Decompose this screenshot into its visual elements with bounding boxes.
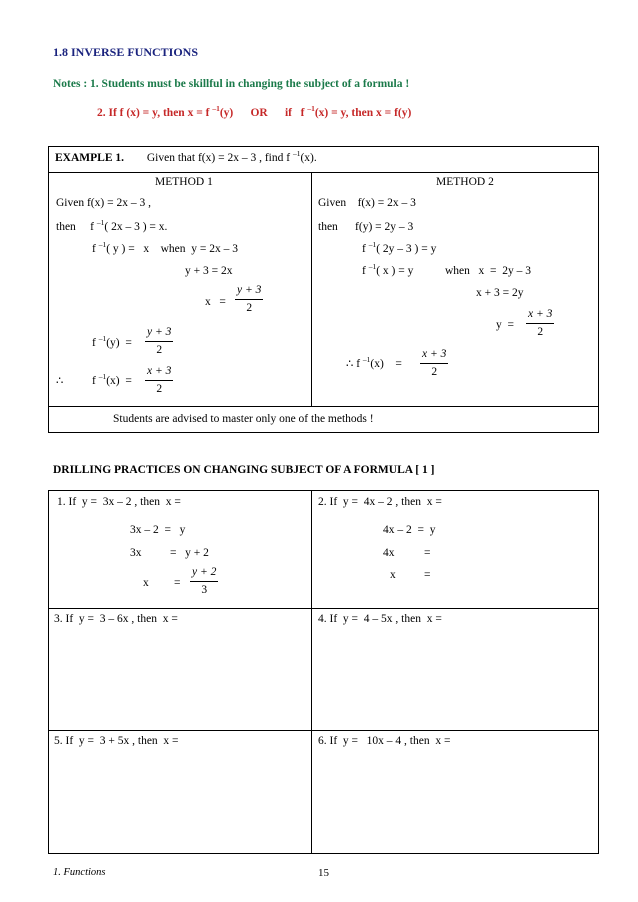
divider bbox=[311, 172, 312, 406]
example-statement: EXAMPLE 1. Given that f(x) = 2x – 3 , find f $^{-1}$(x). bbox=[55, 149, 317, 164]
question-3: 3. If y = 3 – 6x , then x = bbox=[54, 613, 178, 625]
q1-step2-lhs: 3x bbox=[130, 547, 142, 559]
fraction: $\frac{y + 3}{2}$ bbox=[237, 284, 262, 314]
page-number: 15 bbox=[318, 867, 329, 879]
note-1: Notes : 1. Students must be skillful in changing the subject of a formula ! bbox=[53, 78, 410, 90]
method2-line6: y = bbox=[496, 319, 514, 331]
question-4: 4. If y = 4 – 5x , then x = bbox=[318, 613, 442, 625]
note-2: 2. If f (x) = y, then x = f $^{-1}$(y) OR if f $^{-1}$(x) = y, then x = f(y) bbox=[97, 104, 412, 119]
q2-step2-rhs: = bbox=[424, 547, 431, 559]
question-2: 2. If y = 4x – 2 , then x = bbox=[318, 496, 442, 508]
method1-line3: f $^{-1}$( y ) = x when y = 2x – 3 bbox=[92, 240, 239, 255]
method2-line2: then f(y) = 2y – 3 bbox=[318, 221, 414, 233]
method1-line2: then f $^{-1}$( 2x – 3 ) = x. bbox=[56, 218, 168, 233]
method2-line5: x + 3 = 2y bbox=[476, 287, 524, 299]
divider bbox=[48, 172, 599, 173]
q1-step3-eq: = bbox=[174, 577, 181, 589]
method2-line7: ∴ f $^{-1}$(x) = bbox=[346, 355, 402, 370]
q2-step3-lhs: x bbox=[390, 569, 396, 581]
fraction: $\frac{x + 3}{2}$ bbox=[528, 308, 553, 338]
footer-chapter: 1. Functions bbox=[53, 867, 106, 878]
method2-line1: Given f(x) = 2x – 3 bbox=[318, 197, 416, 209]
drilling-table bbox=[48, 490, 599, 854]
q2-step2-lhs: 4x bbox=[383, 547, 395, 559]
drilling-title: DRILLING PRACTICES ON CHANGING SUBJECT OF A FORMULA [ 1 ] bbox=[53, 464, 435, 476]
method1-line4: y + 3 = 2x bbox=[185, 265, 233, 277]
fraction: $\frac{x + 3}{2}$ bbox=[422, 348, 447, 378]
q1-step2-rhs: = y + 2 bbox=[170, 547, 209, 559]
q2-step1: 4x – 2 = y bbox=[383, 524, 436, 536]
method1-line6: f $^{-1}$(y) = bbox=[92, 334, 132, 349]
method1-line5: x = bbox=[205, 296, 226, 308]
divider bbox=[48, 730, 599, 731]
method1-line1: Given f(x) = 2x – 3 , bbox=[56, 197, 151, 209]
therefore-symbol: ∴ bbox=[56, 375, 64, 387]
divider bbox=[311, 490, 312, 854]
advice-text: Students are advised to master only one of the methods ! bbox=[113, 413, 374, 425]
divider bbox=[48, 406, 599, 407]
method2-title: METHOD 2 bbox=[436, 176, 494, 188]
fraction: $\frac{y + 3}{2}$ bbox=[147, 326, 172, 356]
method2-line4: f $^{-1}$( x ) = y when x = 2y – 3 bbox=[362, 262, 532, 277]
q1-step3-lhs: x bbox=[143, 577, 149, 589]
method1-title: METHOD 1 bbox=[155, 176, 213, 188]
q2-step3-eq: = bbox=[424, 569, 431, 581]
question-6: 6. If y = 10x – 4 , then x = bbox=[318, 735, 451, 747]
question-1: 1. If y = 3x – 2 , then x = bbox=[57, 496, 181, 508]
fraction: $\frac{y + 2}{3}$ bbox=[192, 566, 217, 596]
divider bbox=[48, 608, 599, 609]
q1-step1: 3x – 2 = y bbox=[130, 524, 186, 536]
section-heading: 1.8 INVERSE FUNCTIONS bbox=[53, 45, 199, 59]
fraction: $\frac{x + 3}{2}$ bbox=[147, 365, 172, 395]
method2-line3: f $^{-1}$( 2y – 3 ) = y bbox=[362, 240, 437, 255]
method1-line7: f $^{-1}$(x) = bbox=[92, 372, 132, 387]
question-5: 5. If y = 3 + 5x , then x = bbox=[54, 735, 179, 747]
